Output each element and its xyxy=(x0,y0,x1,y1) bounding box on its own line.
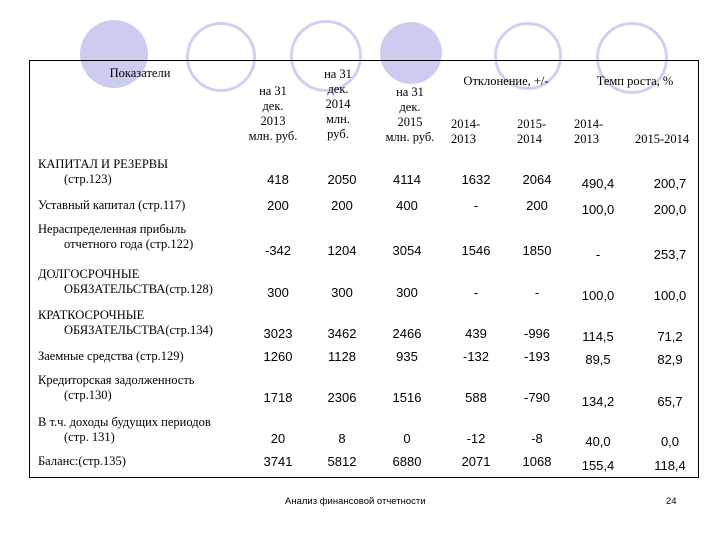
header-2015: на 31 дек. 2015 млн. руб. xyxy=(385,85,435,144)
header-growth-rate: Темп роста, % xyxy=(596,74,674,88)
table-cell: 1204 xyxy=(327,243,357,258)
header-deviation: Отклонение, +/- xyxy=(463,74,549,88)
table-cell: 200,0 xyxy=(653,202,687,217)
table-cell: 1516 xyxy=(392,390,422,405)
table-cell: - xyxy=(595,247,601,262)
table-cell: 2071 xyxy=(461,454,491,469)
table-cell: 118,4 xyxy=(654,458,686,473)
table-cell: 490,4 xyxy=(581,176,615,191)
table-cell: 0,0 xyxy=(660,434,680,449)
table-cell: 8 xyxy=(338,431,346,446)
table-cell: 300 xyxy=(396,285,418,300)
table-cell: 2306 xyxy=(327,390,357,405)
table-cell: 439 xyxy=(465,326,487,341)
table-cell: 3462 xyxy=(327,326,357,341)
table-cell: 300 xyxy=(331,285,353,300)
header-growth-2014: 2014- 2013 xyxy=(574,117,604,146)
row-label: Кредиторская задолженность (стр.130) xyxy=(38,373,195,402)
table-cell: - xyxy=(473,285,479,300)
table-cell: 1632 xyxy=(461,172,491,187)
table-cell: 134,2 xyxy=(581,394,615,409)
header-2014: на 31 дек. 2014 млн. руб. xyxy=(324,67,352,141)
table-cell: 1260 xyxy=(263,349,293,364)
header-deviation-2015: 2015- 2014 xyxy=(517,117,547,146)
row-label: Нераспределенная прибыль отчетного года (стр.122) xyxy=(38,222,194,251)
table-cell: -8 xyxy=(531,431,543,446)
table-cell: -790 xyxy=(523,390,551,405)
table-cell: 1128 xyxy=(328,349,356,364)
table-cell: 200 xyxy=(267,198,289,213)
table-cell: 100,0 xyxy=(581,288,615,303)
table-cell: 0 xyxy=(403,431,411,446)
header-growth-2015: 2015-2014 xyxy=(635,132,690,146)
table-cell: 253,7 xyxy=(653,247,687,262)
table-cell: 3023 xyxy=(263,326,293,341)
table-cell: -996 xyxy=(523,326,551,341)
row-label: Уставный капитал (стр.117) xyxy=(38,198,186,212)
table-cell: - xyxy=(534,285,540,300)
table-cell: 6880 xyxy=(392,454,422,469)
table-cell: 40,0 xyxy=(585,434,611,449)
table-cell: 82,9 xyxy=(657,352,683,367)
table-cell: 1718 xyxy=(263,390,293,405)
table-cell: 100,0 xyxy=(653,288,687,303)
table-cell: 3054 xyxy=(392,243,422,258)
header-2013: на 31 дек. 2013 млн. руб. xyxy=(248,84,298,143)
table-cell: 200,7 xyxy=(653,176,687,191)
row-label: Баланс:(стр.135) xyxy=(38,454,126,468)
table-cell: -342 xyxy=(264,243,292,258)
table-cell: 155,4 xyxy=(581,458,615,473)
table-cell: 20 xyxy=(270,431,286,446)
header-deviation-2014: 2014- 2013 xyxy=(451,117,481,146)
table-cell: 4114 xyxy=(393,172,421,187)
table-cell: 418 xyxy=(267,172,289,187)
table-cell: 1068 xyxy=(522,454,552,469)
table-cell: 65,7 xyxy=(657,394,683,409)
row-label: КАПИТАЛ И РЕЗЕРВЫ (стр.123) xyxy=(38,157,169,186)
footer-caption: Анализ финансовой отчетности xyxy=(285,496,426,507)
table-cell: 100,0 xyxy=(581,202,615,217)
table-cell: 2064 xyxy=(522,172,552,187)
row-label: ДОЛГОСРОЧНЫЕ ОБЯЗАТЕЛЬСТВА(стр.128) xyxy=(38,267,213,296)
table-cell: 935 xyxy=(396,349,418,364)
table-cell: 200 xyxy=(526,198,548,213)
page-number: 24 xyxy=(666,496,677,507)
table-cell: 2050 xyxy=(327,172,357,187)
row-label: В т.ч. доходы будущих периодов (стр. 131) xyxy=(38,415,211,444)
table-cell: 1546 xyxy=(461,243,491,258)
header-indicators: Показатели xyxy=(109,66,171,80)
table-cell: 2466 xyxy=(392,326,422,341)
row-label: Заемные средства (стр.129) xyxy=(38,349,184,363)
table-cell: 114,5 xyxy=(582,329,614,344)
row-label: КРАТКОСРОЧНЫЕ ОБЯЗАТЕЛЬСТВА(стр.134) xyxy=(38,308,213,337)
table-cell: -193 xyxy=(523,349,551,364)
table-cell: 89,5 xyxy=(585,352,611,367)
table-cell: 71,2 xyxy=(657,329,683,344)
table-cell: 3741 xyxy=(263,454,293,469)
table-cell: 400 xyxy=(396,198,418,213)
table-cell: 1850 xyxy=(522,243,552,258)
table-cell: - xyxy=(473,198,479,213)
table-cell: 5812 xyxy=(327,454,357,469)
table-cell: 588 xyxy=(465,390,487,405)
table-cell: -132 xyxy=(462,349,490,364)
table-cell: 300 xyxy=(267,285,289,300)
table-cell: -12 xyxy=(466,431,486,446)
table-cell: 200 xyxy=(331,198,353,213)
